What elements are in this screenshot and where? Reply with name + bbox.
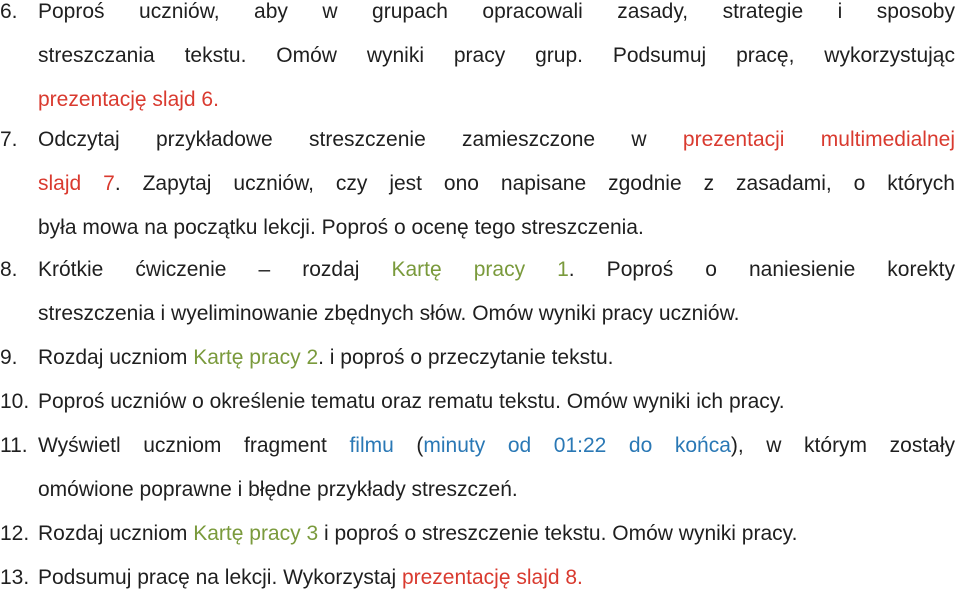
link-text[interactable]: prezentację slajd 6. [38,88,219,111]
text-segment: Poproś uczniów, aby w grupach opracowali zasady, strategie i sposoby [38,0,955,23]
text-line [38,424,955,468]
text-line [38,380,955,424]
list-item-number: 12. [0,522,30,545]
list-item-number: 8. [0,258,18,281]
text-line [38,292,955,336]
text-segment: Rozdaj uczniom [38,522,194,545]
link-text[interactable]: minuty od 01:22 do końca [423,434,731,457]
list-item-number: 9. [0,346,18,369]
text-line [38,336,955,380]
text-line [38,206,955,250]
link-text[interactable]: slajd 7 [38,172,115,195]
list-item-number: 10. [0,390,30,413]
list-item-text [38,248,955,336]
text-segment: Podsumuj pracę na lekcji. Wykorzystaj [38,566,402,589]
text-line [38,468,955,512]
text-segment: Krótkie ćwiczenie – rozdaj [38,258,392,281]
list-item-number: 6. [0,0,18,23]
list-item-text [38,556,955,600]
text-segment: była mowa na początku lekcji. Poproś o ocenę tego streszczenia. [38,216,644,239]
list-item-text [38,336,955,380]
text-segment: . Zapytaj uczniów, czy jest ono napisane zgodnie z zasadami, o których [114,172,955,195]
text-segment: Odczytaj przykładowe streszczenie zamieszczone w [38,128,683,151]
text-line [38,78,955,122]
text-line [38,118,955,162]
link-text[interactable]: prezentacji multimedialnej [682,128,955,151]
list-item-text [38,424,955,512]
text-segment: ), w którym zostały [730,434,955,457]
list-item-text [38,0,955,122]
list-item-number: 13. [0,566,30,589]
text-segment: ( [393,434,424,457]
text-segment: streszczenia i wyeliminowanie zbędnych słów. Omów wyniki pracy uczniów. [38,302,740,325]
link-text[interactable]: filmu [349,434,394,457]
text-segment: Poproś uczniów o określenie tematu oraz rematu tekstu. Omów wyniki ich pracy. [38,390,785,413]
text-line [38,0,955,34]
list-item-number: 11. [0,434,28,457]
list-item-text [38,380,955,424]
link-text[interactable]: Kartę pracy 2 [193,346,319,369]
text-line [38,248,955,292]
text-segment: . Poproś o naniesienie korekty [568,258,955,281]
text-line [38,512,955,556]
text-segment: Wyświetl uczniom fragment [38,434,350,457]
text-segment: i poproś o streszczenie tekstu. Omów wyniki pracy. [318,522,798,545]
text-line [38,162,955,206]
link-text[interactable]: Kartę pracy 3 [193,522,319,545]
text-segment: . i poproś o przeczytanie tekstu. [318,346,614,369]
text-segment: omówione poprawne i błędne przykłady streszczeń. [38,478,518,501]
list-item-text [38,118,955,250]
text-line [38,34,955,78]
list-item-number: 7. [0,128,18,151]
list-item-text [38,512,955,556]
link-text[interactable]: prezentację slajd 8. [401,566,583,589]
text-line [38,556,955,600]
text-segment: Rozdaj uczniom [38,346,194,369]
text-segment: streszczania tekstu. Omów wyniki pracy grup. Podsumuj pracę, wykorzystując [38,44,955,67]
link-text[interactable]: Kartę pracy 1 [391,258,569,281]
